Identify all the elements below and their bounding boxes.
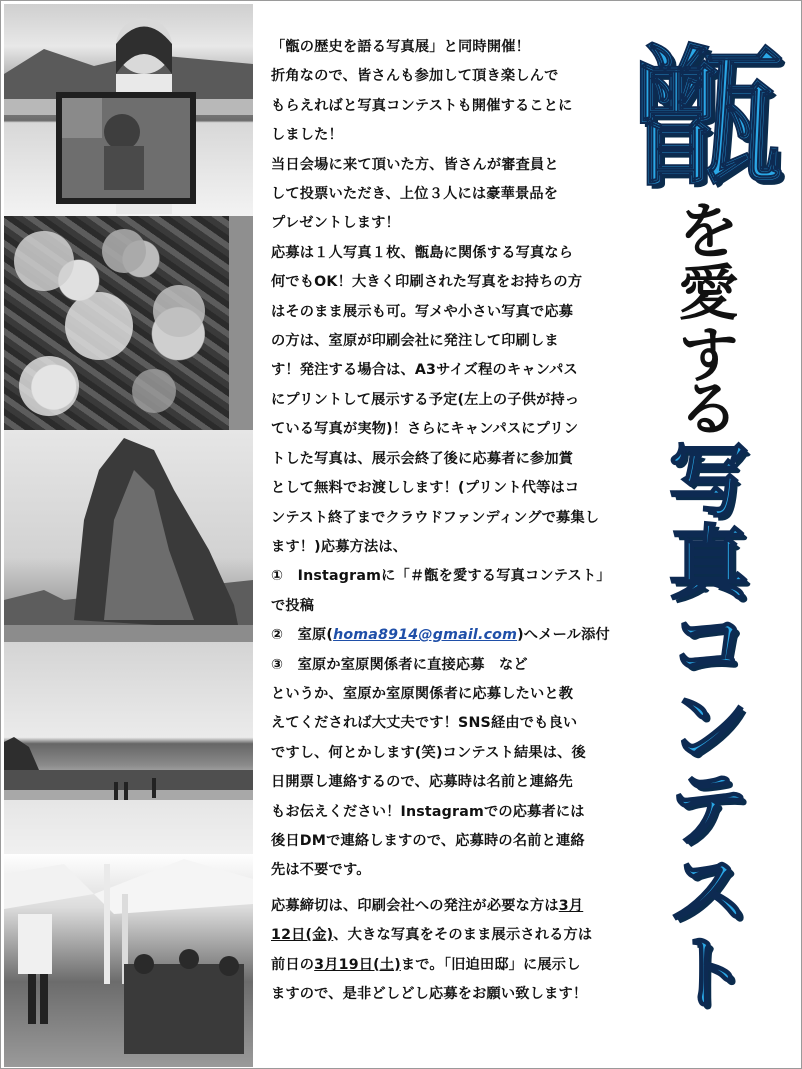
method-email (271, 621, 631, 650)
email-link[interactable]: homa8914@gmail.com (333, 627, 518, 644)
text-line: 何でもOK！大きく印刷された写真をお持ちの方 (271, 274, 583, 291)
text-line: はそのまま展示も可。写メや小さい写真で応募 (271, 303, 574, 320)
text-line: す！発注する場合は、A3サイズ程のキャンパス (271, 362, 578, 379)
photo-column (4, 4, 253, 1067)
method-email-prefix: ② 室原( (271, 627, 334, 644)
deadline-text: まで。「旧迫田邸」に展示し (400, 956, 581, 973)
flyer-body-text (271, 33, 631, 1009)
entry-methods-list (271, 562, 631, 680)
title-bottom-char: ン (668, 681, 749, 774)
text-line: 先は不要です。 (271, 862, 371, 879)
photo-beach-illustration (4, 642, 253, 854)
method-email-suffix: )へメール添付 (517, 627, 610, 644)
title-bottom-char: コ (668, 599, 749, 692)
photo-festival-tents (4, 854, 253, 1067)
title-middle-char: る (678, 375, 739, 445)
method-direct: ③ 室原か室原関係者に直接応募 など (271, 656, 528, 673)
text-line: にプリントして展示する予定(左上の子供が持っ (271, 391, 580, 408)
entry-rules-paragraph (271, 239, 631, 562)
deadline-date: 3月19日(土) (314, 956, 401, 973)
title-bottom-char: ス (668, 845, 749, 938)
text-line: というか、室原か室原関係者に応募したいと教 (271, 685, 574, 702)
deadline-date: 3月 (558, 897, 584, 914)
photo-girl-illustration (4, 4, 253, 216)
text-line: 後日DMで連絡しますので、応募時の名前と連絡 (271, 832, 585, 849)
deadline-date: 12日(金) (271, 927, 334, 944)
text-line: しました！ (271, 127, 343, 144)
title-middle-char: を (678, 197, 739, 267)
title-bottom-char: 真 (668, 517, 749, 610)
text-line: ている写真が実物)！さらにキャンパスにプリン (271, 421, 579, 438)
text-line: の方は、室原が印刷会社に発注して印刷しま (271, 333, 559, 350)
title-middle-char: す (678, 321, 739, 391)
deadline-line-3 (271, 951, 631, 980)
text-line: 日開票し連絡するので、応募時は名前と連絡先 (271, 774, 573, 791)
text-line: トした写真は、展示会終了後に応募者に参加賞 (271, 450, 574, 467)
method-instagram-cont: で投稿 (271, 597, 315, 614)
text-line: もらえればと写真コンテストも開催することに (271, 97, 573, 114)
method-instagram: ① Instagramに「＃甑を愛する写真コンテスト」 (271, 568, 611, 585)
photo-hydrangea-illustration (4, 216, 253, 430)
deadline-text: 応募締切は、印刷会社への発注が必要な方は (271, 897, 559, 914)
deadline-line-4: ますので、是非どしどし応募をお願い致します！ (271, 986, 588, 1002)
text-line: もお伝えください！Instagramでの応募者には (271, 803, 585, 820)
text-line: 折角なので、皆さんも参加して頂き楽しんで (271, 68, 559, 85)
title-middle-char: 愛 (678, 259, 739, 329)
deadline-line-2 (271, 921, 631, 950)
deadline-text: 、大きな写真をそのまま展示される方は (333, 927, 593, 944)
text-line: ンテスト終了までクラウドファンディングで募集し (271, 509, 600, 526)
text-line: えてくだされば大丈夫です！SNS経由でも良い (271, 715, 578, 732)
title-bottom-char: 写 (668, 435, 749, 528)
text-line: 当日会場に来て頂いた方、皆さんが審査員と (271, 156, 559, 173)
photo-sea-rock-pillar (4, 430, 253, 642)
deadline-paragraph (271, 892, 631, 1010)
deadline-line-1 (271, 892, 631, 921)
title-koshiki-char: 甑 (633, 32, 784, 206)
photo-girl-holding-photo (4, 4, 253, 216)
photo-hydrangea (4, 216, 253, 430)
text-line: ですし、何とかします(笑)コンテスト結果は、後 (271, 744, 586, 761)
deadline-text: 前日の (271, 956, 315, 973)
photo-festival-illustration (4, 854, 253, 1067)
text-line: プレゼントします！ (271, 215, 400, 232)
title-bottom-char: テ (668, 763, 749, 856)
text-line: して投票いただき、上位３人には豪華景品を (271, 186, 559, 203)
photo-rock-illustration (4, 430, 253, 642)
photo-beach (4, 642, 253, 854)
intro-paragraph (271, 33, 631, 239)
title-bottom-char: ト (668, 927, 749, 1020)
text-line: 「甑の歴史を語る写真展」と同時開催！ (271, 39, 530, 55)
text-line: ます！)応募方法は、 (271, 538, 408, 555)
text-line: として無料でお渡しします！(プリント代等はコ (271, 480, 580, 497)
notes-paragraph (271, 680, 631, 886)
text-line: 応募は１人写真１枚、甑島に関係する写真なら (271, 244, 574, 261)
